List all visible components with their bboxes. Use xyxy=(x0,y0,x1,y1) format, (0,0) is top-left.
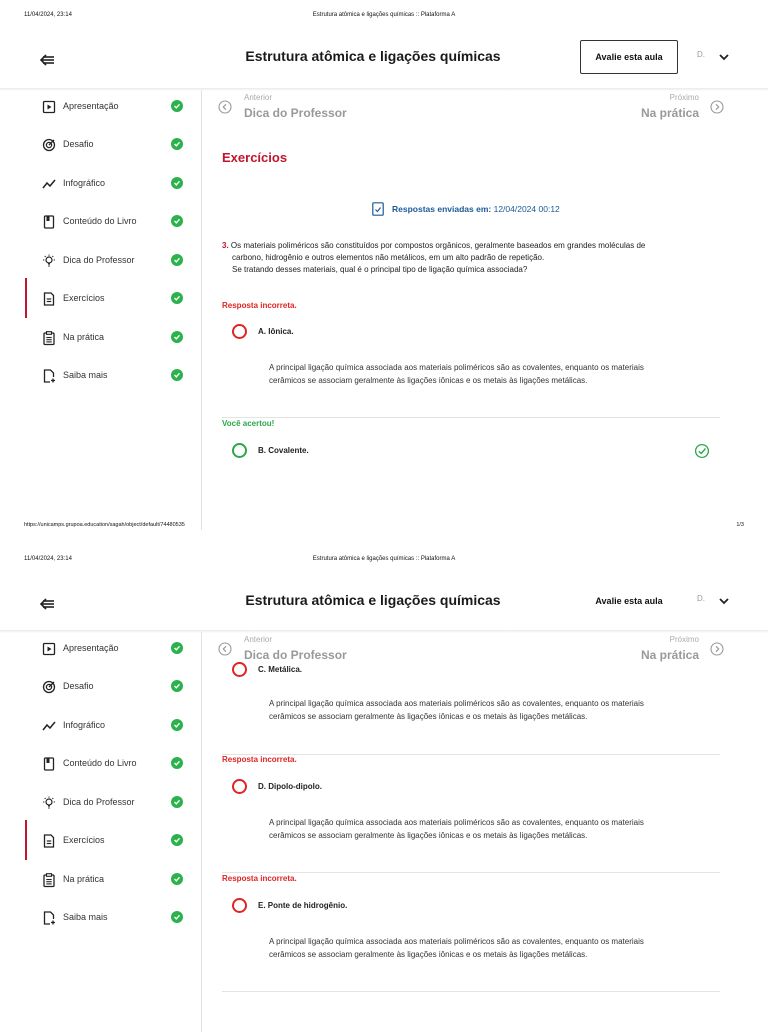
chevron-down-icon[interactable] xyxy=(718,51,730,63)
sidebar-item-exercicios[interactable] xyxy=(24,826,200,856)
option-b[interactable] xyxy=(232,443,722,461)
chevron-down-icon[interactable] xyxy=(718,595,730,607)
check-icon xyxy=(171,369,183,381)
sidebar-item-na-pratica[interactable] xyxy=(24,865,200,895)
user-initial[interactable]: D. xyxy=(697,594,705,603)
sidebar-item-saiba-mais[interactable] xyxy=(24,903,200,933)
radio-incorrect-icon[interactable] xyxy=(232,324,247,339)
sidebar-item-label: Saiba mais xyxy=(63,912,108,922)
sidebar-item-label: Infográfico xyxy=(63,720,106,730)
sidebar-item-exercicios[interactable] xyxy=(24,284,200,314)
sidebar-item-label: Conteúdo do Livro xyxy=(63,216,137,226)
radio-incorrect-icon[interactable] xyxy=(232,898,247,913)
option-label: A. Iônica. xyxy=(258,327,294,336)
check-circle-icon xyxy=(694,443,710,459)
option-label: D. Dipolo-dipolo. xyxy=(258,782,322,791)
check-icon xyxy=(171,215,183,227)
trend-icon xyxy=(42,719,56,733)
check-icon xyxy=(171,680,183,692)
document-icon xyxy=(42,834,56,848)
prev-lesson-link[interactable]: Dica do Professor xyxy=(244,106,347,120)
question-number: 3. xyxy=(222,241,229,250)
option-e[interactable] xyxy=(232,898,722,916)
sidebar-item-dica-do-professor[interactable] xyxy=(24,788,200,818)
print-page-2 xyxy=(0,548,768,1024)
sidebar-item-conteudo-do-livro[interactable] xyxy=(24,749,200,779)
sidebar-item-na-pratica[interactable] xyxy=(24,323,200,353)
divider xyxy=(222,872,720,873)
prev-caption: Anterior xyxy=(244,93,273,102)
explanation-line: A principal ligação química associada aos materiais poliméricos são as covalentes, enquanto os materiais xyxy=(269,818,644,827)
sent-value: 12/04/2024 00:12 xyxy=(493,204,560,214)
sidebar-item-label: Dica do Professor xyxy=(63,797,135,807)
document-icon xyxy=(42,292,56,306)
next-caption: Próximo xyxy=(669,93,699,102)
option-explanation xyxy=(269,935,719,961)
check-icon xyxy=(171,642,183,654)
sidebar-item-infografico[interactable] xyxy=(24,711,200,741)
sidebar-item-saiba-mais[interactable] xyxy=(24,361,200,391)
divider xyxy=(222,991,720,992)
course-title: Estrutura atômica e ligações químicas xyxy=(245,592,501,608)
chevron-right-circle-icon[interactable] xyxy=(710,642,724,656)
option-label: B. Covalente. xyxy=(258,446,309,455)
sidebar-item-desafio[interactable] xyxy=(24,672,200,702)
option-d[interactable] xyxy=(232,779,722,797)
check-icon xyxy=(171,138,183,150)
question-line: Se tratando desses materiais, qual é o principal tipo de ligação química associada? xyxy=(232,265,528,274)
lesson-navigation xyxy=(202,90,732,130)
question-line: Os materiais poliméricos são constituídos por compostos orgânicos, geralmente baseados em grandes moléculas de xyxy=(230,241,646,250)
option-label: C. Metálica. xyxy=(258,665,303,674)
radio-correct-icon[interactable] xyxy=(232,443,247,458)
prev-lesson-link[interactable]: Dica do Professor xyxy=(244,648,347,662)
sidebar-item-label: Infográfico xyxy=(63,178,106,188)
chevron-right-circle-icon[interactable] xyxy=(710,100,724,114)
option-explanation xyxy=(269,361,719,387)
sent-label: Respostas enviadas em: xyxy=(392,204,492,214)
sidebar-divider xyxy=(201,90,202,530)
print-page-title: Estrutura atômica e ligações químicas :: Plataforma A xyxy=(312,556,456,562)
check-icon xyxy=(171,873,183,885)
top-bar xyxy=(0,38,768,86)
play-icon xyxy=(42,100,56,114)
sidebar-item-label: Apresentação xyxy=(63,101,119,111)
print-footer xyxy=(0,522,768,532)
section-title: Exercícios xyxy=(222,150,288,165)
print-datetime: 11/04/2024, 23:14 xyxy=(24,12,72,18)
sidebar-item-dica-do-professor[interactable] xyxy=(24,246,200,276)
option-a[interactable] xyxy=(232,324,722,342)
book-icon xyxy=(42,757,56,771)
option-explanation xyxy=(269,816,719,842)
course-title: Estrutura atômica e ligações químicas xyxy=(245,48,501,64)
target-icon xyxy=(42,138,56,152)
trend-icon xyxy=(42,177,56,191)
rate-lesson-button[interactable]: Avalie esta aula xyxy=(580,40,678,74)
print-page-title: Estrutura atômica e ligações químicas :: Plataforma A xyxy=(312,12,456,18)
sidebar-divider xyxy=(201,632,202,1032)
file-plus-icon xyxy=(42,911,56,925)
sidebar-item-conteudo-do-livro[interactable] xyxy=(24,207,200,237)
lightbulb-icon xyxy=(42,796,56,810)
radio-incorrect-icon[interactable] xyxy=(232,779,247,794)
prev-caption: Anterior xyxy=(244,635,273,644)
target-icon xyxy=(42,680,56,694)
print-header xyxy=(0,556,768,568)
check-icon xyxy=(171,757,183,769)
check-icon xyxy=(171,331,183,343)
play-icon xyxy=(42,642,56,656)
explanation-line: A principal ligação química associada aos materiais poliméricos são as covalentes, enquanto os materiais xyxy=(269,699,644,708)
option-c-label-partial xyxy=(258,665,318,675)
file-plus-icon xyxy=(42,369,56,383)
check-icon xyxy=(171,719,183,731)
clipboard-icon xyxy=(42,331,56,345)
sidebar-item-infografico[interactable] xyxy=(24,169,200,199)
sidebar-item-label: Apresentação xyxy=(63,643,119,653)
sidebar-item-label: Dica do Professor xyxy=(63,255,135,265)
next-lesson-link[interactable]: Na prática xyxy=(640,106,699,120)
divider xyxy=(222,417,720,418)
check-icon xyxy=(171,177,183,189)
explanation-line: cerâmicos se associam geralmente às ligações iônicas e os metais às ligações metálicas. xyxy=(269,831,588,840)
print-header xyxy=(0,12,768,24)
top-bar xyxy=(0,582,768,630)
check-icon xyxy=(171,834,183,846)
sidebar-item-label: Exercícios xyxy=(63,835,105,845)
sidebar-item-label: Desafio xyxy=(63,139,94,149)
check-icon xyxy=(171,292,183,304)
sidebar-item-label: Conteúdo do Livro xyxy=(63,758,137,768)
clipboard-icon xyxy=(42,873,56,887)
collapse-menu-icon[interactable] xyxy=(38,594,58,614)
check-icon xyxy=(171,911,183,923)
status-correct: Você acertou! xyxy=(222,419,275,428)
collapse-menu-icon[interactable] xyxy=(38,50,58,70)
explanation-line: cerâmicos se associam geralmente às ligações iônicas e os metais às ligações metálicas. xyxy=(269,376,588,385)
option-c-radio-partial[interactable] xyxy=(232,670,247,677)
next-caption: Próximo xyxy=(669,635,699,644)
book-icon xyxy=(42,215,56,229)
explanation-line: A principal ligação química associada aos materiais poliméricos são as covalentes, enquanto os materiais xyxy=(269,363,644,372)
radio-incorrect-icon[interactable] xyxy=(232,662,247,677)
question-text xyxy=(222,240,722,276)
check-icon xyxy=(171,254,183,266)
status-incorrect: Resposta incorreta. xyxy=(222,755,297,764)
rate-lesson-button[interactable]: Avalie esta aula xyxy=(580,584,678,618)
print-page-number: 1/3 xyxy=(736,522,744,528)
check-icon xyxy=(171,796,183,808)
option-label: E. Ponte de hidrogênio. xyxy=(258,901,348,910)
chevron-left-circle-icon[interactable] xyxy=(218,642,232,656)
sidebar-item-label: Na prática xyxy=(63,332,105,342)
status-incorrect: Resposta incorreta. xyxy=(222,874,297,883)
status-incorrect: Resposta incorreta. xyxy=(222,301,297,310)
sidebar-item-apresentacao[interactable] xyxy=(24,634,200,664)
explanation-line: A principal ligação química associada aos materiais poliméricos são as covalentes, enquanto os materiais xyxy=(269,937,644,946)
sidebar-item-label: Desafio xyxy=(63,681,94,691)
check-icon xyxy=(171,100,183,112)
sidebar-item-label: Exercícios xyxy=(63,293,105,303)
sidebar-item-label: Na prática xyxy=(63,874,105,884)
next-lesson-link[interactable]: Na prática xyxy=(640,648,699,662)
lightbulb-icon xyxy=(42,254,56,268)
option-explanation xyxy=(269,697,719,723)
explanation-line: cerâmicos se associam geralmente às ligações iônicas e os metais às ligações metálicas. xyxy=(269,712,588,721)
sidebar-item-label: Saiba mais xyxy=(63,370,108,380)
chevron-left-circle-icon[interactable] xyxy=(218,100,232,114)
explanation-line: cerâmicos se associam geralmente às ligações iônicas e os metais às ligações metálicas. xyxy=(269,950,588,959)
document-sent-icon xyxy=(372,202,384,216)
sidebar-item-apresentacao[interactable] xyxy=(24,92,200,122)
sidebar-item-desafio[interactable] xyxy=(24,130,200,160)
print-url: https://unicamps.grupoa.education/sagah/object/default/74480535 xyxy=(24,522,185,528)
question-line: carbono, hidrogênio e outros elementos não metálicos, em um alto padrão de repetição. xyxy=(232,253,545,262)
user-initial[interactable]: D. xyxy=(697,50,705,59)
print-datetime: 11/04/2024, 23:14 xyxy=(24,556,72,562)
